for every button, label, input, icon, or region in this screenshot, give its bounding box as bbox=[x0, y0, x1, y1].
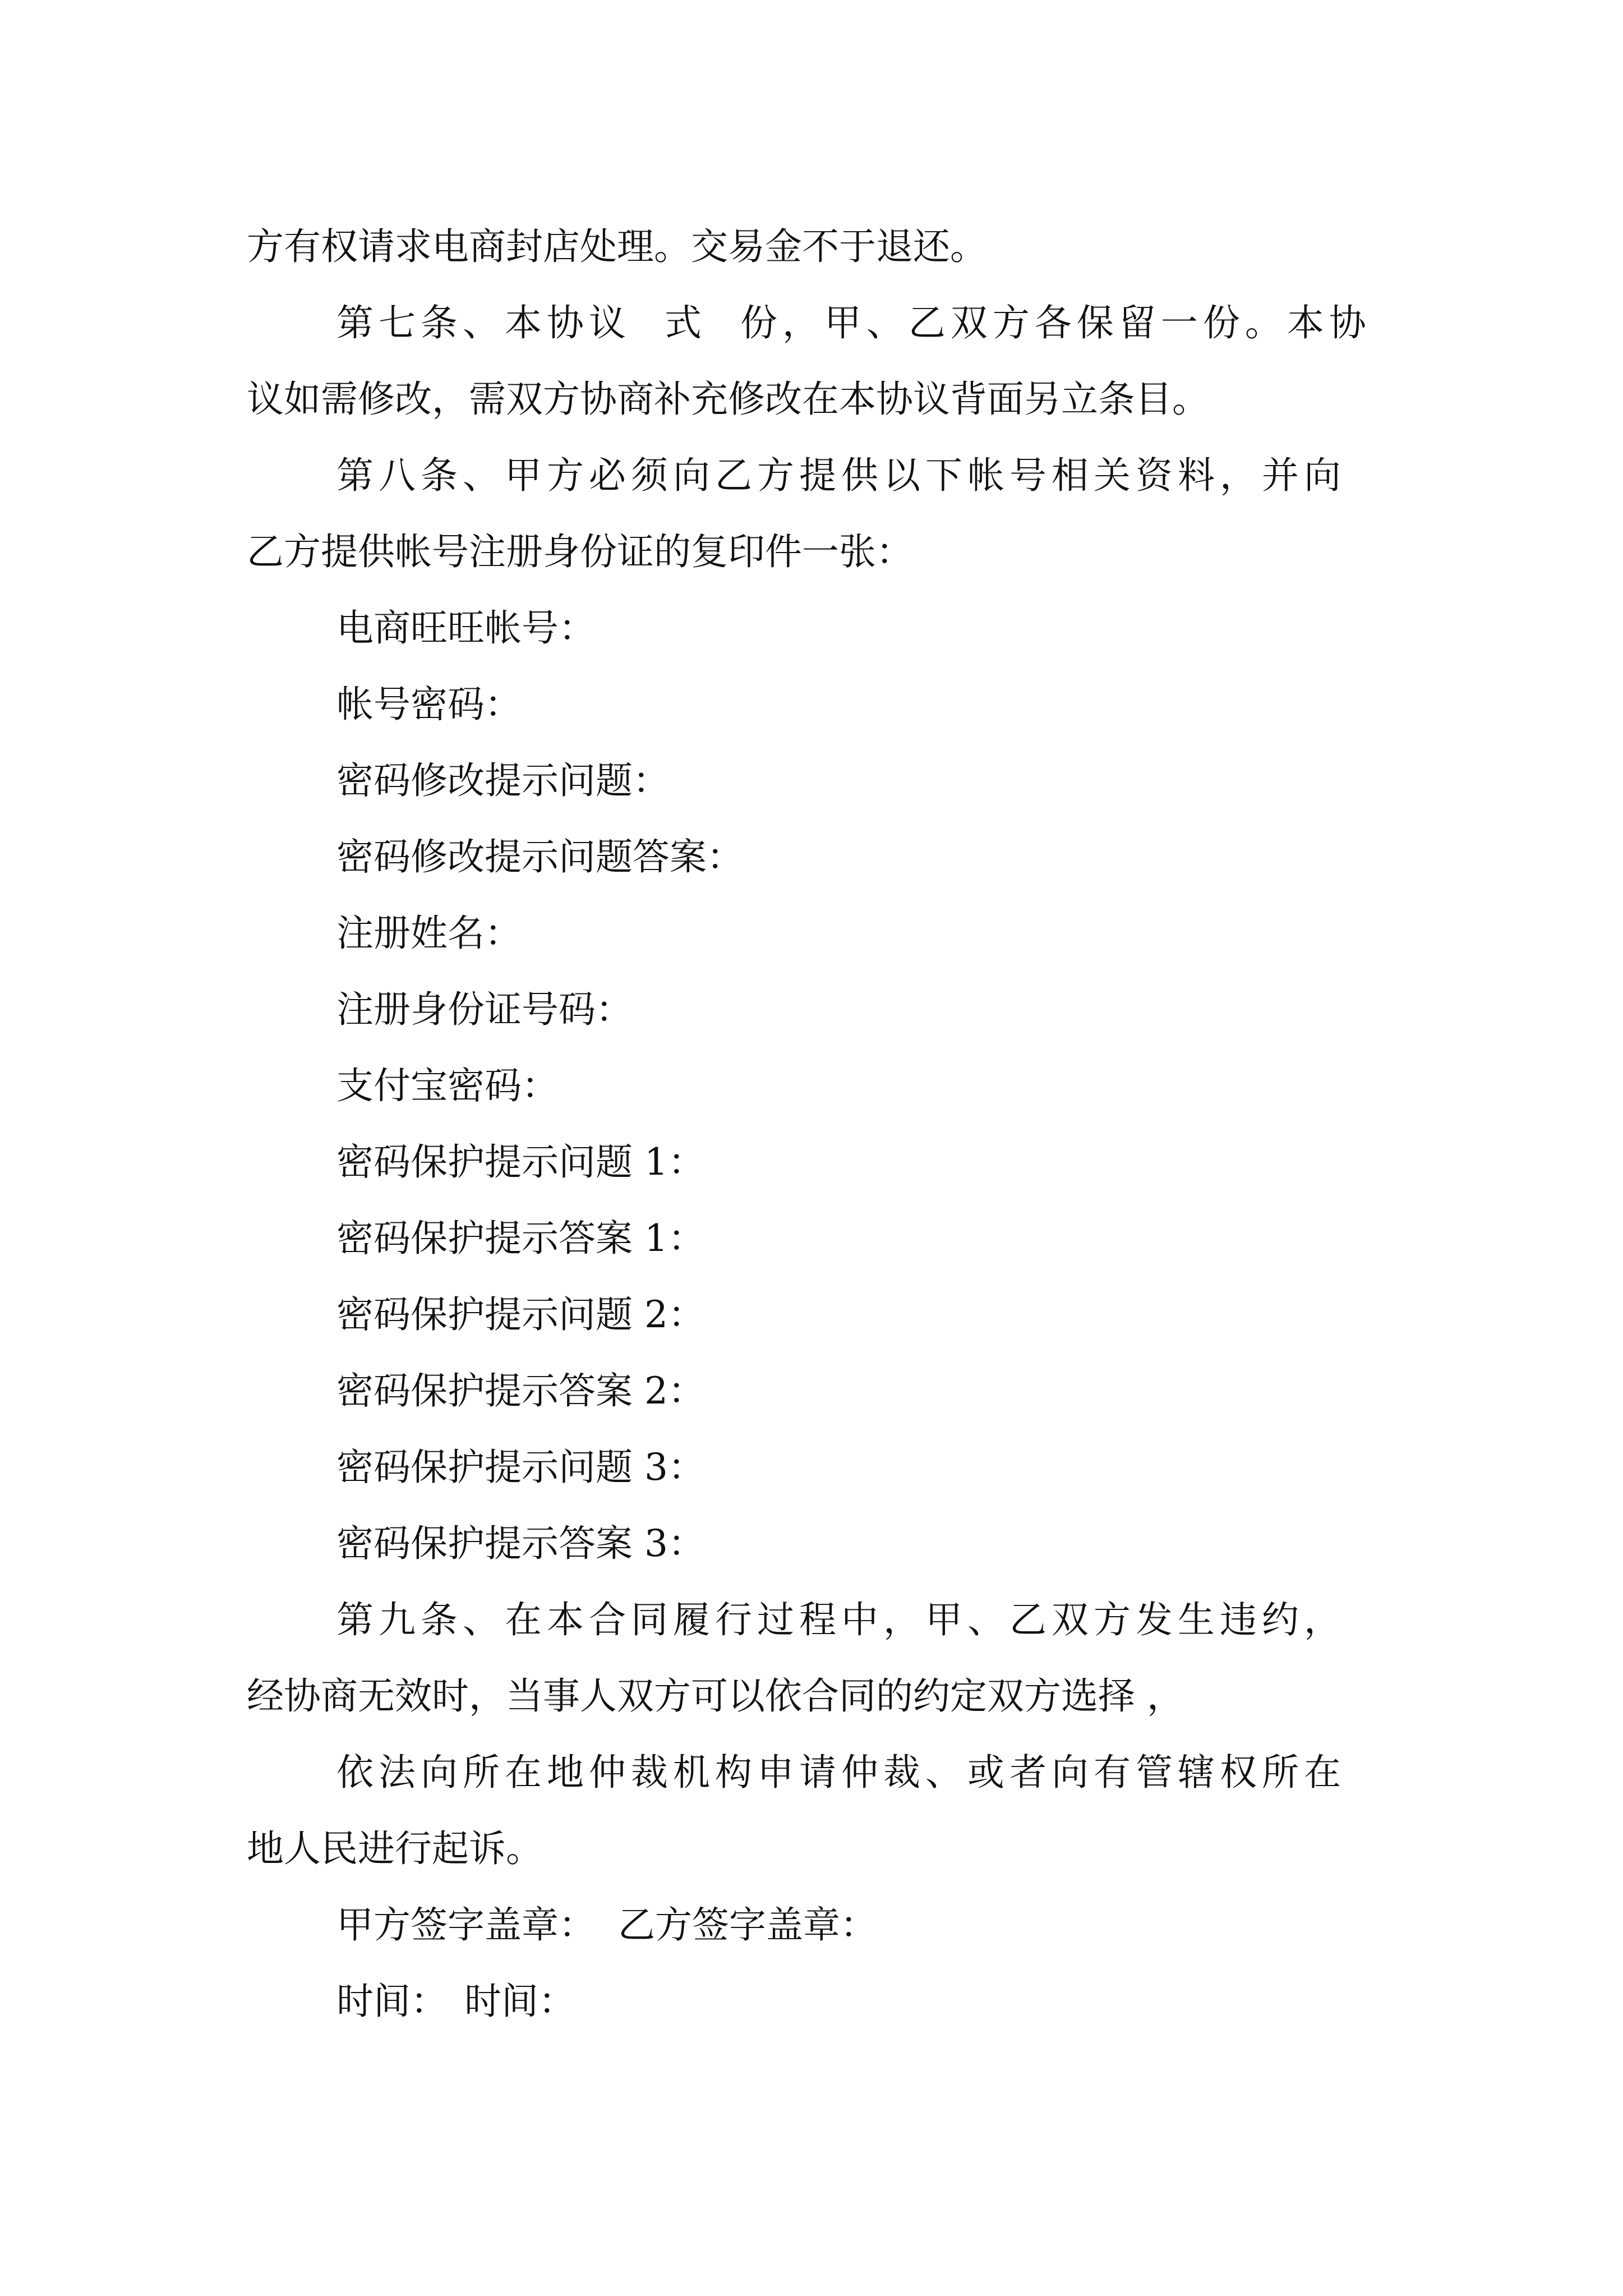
field-registered-id-number: 注册身份证号码： bbox=[336, 988, 633, 1031]
field-security-answer-2: 密码保护提示答案 2： bbox=[336, 1369, 705, 1412]
signature-row bbox=[247, 1887, 1402, 1963]
field-account-password: 帐号密码： bbox=[336, 683, 522, 726]
field-alipay-password: 支付宝密码： bbox=[336, 1064, 559, 1107]
field-password-hint-question: 密码修改提示问题： bbox=[336, 759, 670, 802]
paragraph-line: 议如需修改，需双方协商补充修改在本协议背面另立条目。 bbox=[247, 378, 1209, 421]
party-a-time-label: 时间： bbox=[336, 1980, 448, 2023]
field-password-hint-answer: 密码修改提示问题答案： bbox=[336, 835, 744, 878]
arbitration-clause: 依法向所在地仲裁机构申请仲裁、或者向有管辖权所在 bbox=[336, 1751, 1346, 1794]
time-row bbox=[247, 1963, 1402, 2040]
field-security-question-1: 密码保护提示问题 1： bbox=[336, 1140, 705, 1184]
article-eight: 第八条、甲方必须向乙方提供以下帐号相关资料，并向 bbox=[336, 454, 1346, 497]
paragraph-line: 地人民进行起诉。 bbox=[247, 1827, 543, 1870]
party-b-time-label: 时间： bbox=[464, 1980, 575, 2023]
field-security-question-2: 密码保护提示问题 2： bbox=[336, 1293, 705, 1336]
paragraph-line: 经协商无效时，当事人双方可以依合同的约定双方选择 ， bbox=[247, 1674, 1184, 1718]
party-b-signature-label: 乙方签字盖章： bbox=[618, 1903, 877, 1947]
field-security-question-3: 密码保护提示问题 3： bbox=[336, 1446, 705, 1489]
field-security-answer-1: 密码保护提示答案 1： bbox=[336, 1217, 705, 1260]
paragraph-line: 乙方提供帐号注册身份证的复印件一张： bbox=[247, 530, 913, 573]
field-registered-name: 注册姓名： bbox=[336, 912, 522, 955]
party-a-signature-label: 甲方签字盖章： bbox=[336, 1903, 596, 1947]
article-nine: 第九条、在本合同履行过程中，甲、乙双方发生违约， bbox=[336, 1598, 1346, 1641]
contract-text bbox=[247, 209, 1402, 2040]
article-seven: 第七条、本协议 式 份，甲、乙双方各保留一份。本协 bbox=[336, 301, 1371, 344]
field-security-answer-3: 密码保护提示答案 3： bbox=[336, 1522, 705, 1565]
field-wangwang-account: 电商旺旺帐号： bbox=[336, 606, 596, 650]
paragraph-line: 方有权请求电商封店处理。交易金不于退还。 bbox=[247, 225, 987, 268]
